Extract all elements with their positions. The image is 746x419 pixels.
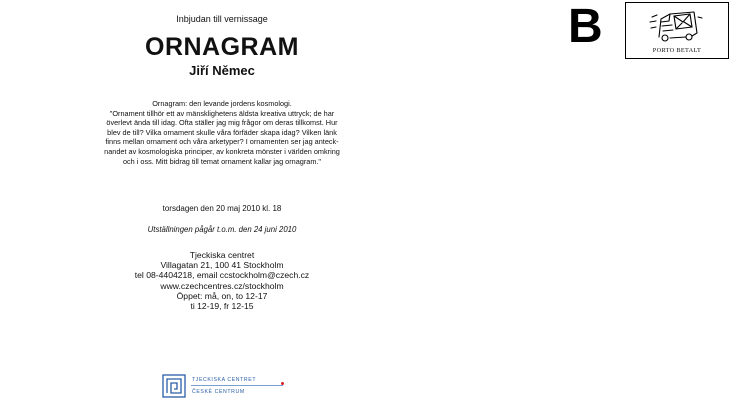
postage-class-letter: B — [568, 0, 603, 53]
description-line: blev de till? Vilka ornament skulle våra förfäder skapa idag? Vilken länk — [107, 127, 337, 137]
artist-name: Jiří Němec — [189, 63, 255, 78]
description-line: Ornagram: den levande jordens kosmologi. — [152, 99, 292, 108]
description-line: överlevt ända till idag. Ofta ställer jag mig frågor om deras tillkomst. Hur — [106, 118, 338, 128]
venue-hours: Öppet: må, on, to 12-17 — [176, 290, 268, 301]
invitation-intro: Inbjudan till vernissage — [176, 14, 268, 24]
venue-website: www.czechcentres.cz/stockholm — [160, 280, 284, 291]
logo-name-sv: TJECKISKA CENTRET — [192, 377, 257, 383]
exhibition-title: ORNAGRAM — [145, 33, 299, 61]
postage-stamp — [625, 2, 729, 59]
logo-name-cz: ČESKÉ CENTRUM — [192, 389, 245, 395]
venue-name: Tjeckiska centret — [189, 250, 255, 260]
venue-street: Villagatan 21, 100 41 Stockholm — [160, 260, 284, 271]
logo-accent-dot — [281, 382, 284, 385]
description-line: finns mellan ornament och våra arketyper? I ornamenten ser jag anteck- — [105, 137, 339, 147]
exhibition-until: Utställningen pågår t.o.m. den 24 juni 2010 — [147, 225, 297, 234]
mail-truck-icon — [626, 5, 728, 45]
czech-centre-logo — [162, 374, 292, 398]
venue-hours: ti 12-19, fr 12-15 — [190, 301, 254, 312]
venue-address — [0, 250, 444, 311]
description-line: och i oss. Mitt bidrag till temat ornament kallar jag ornagram." — [122, 156, 322, 166]
event-date: torsdagen den 20 maj 2010 kl. 18 — [162, 204, 282, 213]
stamp-label: PORTO BETALT — [652, 47, 702, 54]
description-line: nandet av kosmologiska principer, av konkreta mönster i världen omkring — [104, 146, 340, 156]
description-line: "Ornament tillhör ett av mänsklighetens äldsta kreativa uttryck; de har — [109, 108, 335, 118]
description — [0, 99, 444, 166]
venue-contact: tel 08-4404218, email ccstockholm@czech.cz — [134, 270, 310, 281]
logo-divider — [191, 385, 283, 386]
czech-centre-logo-icon — [162, 374, 188, 398]
